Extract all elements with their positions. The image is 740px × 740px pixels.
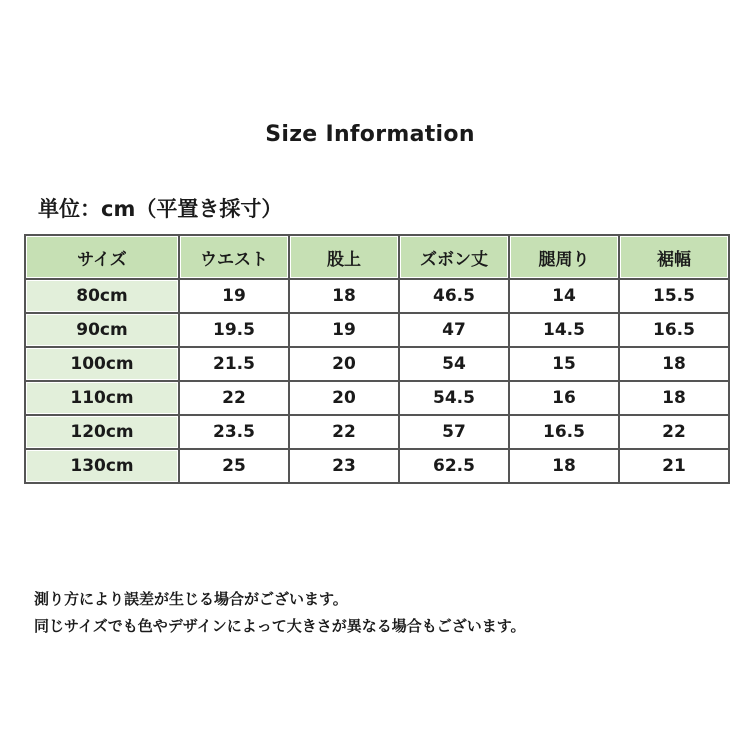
table-cell: 18 — [289, 279, 399, 313]
table-cell: 14 — [509, 279, 619, 313]
size-cell: 90cm — [25, 313, 179, 347]
column-header-size: サイズ — [25, 235, 179, 279]
table-row — [25, 347, 729, 381]
table-header-row — [25, 235, 729, 279]
table-row — [25, 313, 729, 347]
table-cell: 23.5 — [179, 415, 289, 449]
table-cell: 16 — [509, 381, 619, 415]
table-cell: 14.5 — [509, 313, 619, 347]
measurement-note: 測り方により誤差が生じる場合がございます。 — [34, 590, 348, 608]
table-cell: 22 — [289, 415, 399, 449]
size-variance-note: 同じサイズでも色やデザインによって大きさが異なる場合もございます。 — [34, 617, 526, 635]
table-cell: 16.5 — [509, 415, 619, 449]
size-cell: 120cm — [25, 415, 179, 449]
table-cell: 15 — [509, 347, 619, 381]
table-cell: 62.5 — [399, 449, 509, 483]
table-cell: 25 — [179, 449, 289, 483]
unit-label: 単位：cm（平置き採寸） — [38, 197, 283, 221]
table-cell: 18 — [619, 381, 729, 415]
page-title: Size Information — [265, 122, 475, 147]
table-cell: 47 — [399, 313, 509, 347]
table-row — [25, 279, 729, 313]
table-cell: 18 — [509, 449, 619, 483]
table-row — [25, 449, 729, 483]
table-cell: 22 — [179, 381, 289, 415]
table-row — [25, 415, 729, 449]
size-cell: 130cm — [25, 449, 179, 483]
table-cell: 54 — [399, 347, 509, 381]
table-cell: 20 — [289, 347, 399, 381]
column-header-length: ズボン丈 — [399, 235, 509, 279]
table-cell: 19 — [289, 313, 399, 347]
table-cell: 19 — [179, 279, 289, 313]
table-cell: 19.5 — [179, 313, 289, 347]
table-cell: 46.5 — [399, 279, 509, 313]
table-cell: 22 — [619, 415, 729, 449]
size-table — [24, 234, 730, 484]
column-header-thigh: 腿周り — [509, 235, 619, 279]
table-cell: 21 — [619, 449, 729, 483]
size-cell: 100cm — [25, 347, 179, 381]
column-header-hem: 裾幅 — [619, 235, 729, 279]
table-cell: 15.5 — [619, 279, 729, 313]
table-row — [25, 381, 729, 415]
table-cell: 21.5 — [179, 347, 289, 381]
table-cell: 20 — [289, 381, 399, 415]
table-cell: 23 — [289, 449, 399, 483]
table-cell: 16.5 — [619, 313, 729, 347]
table-cell: 57 — [399, 415, 509, 449]
table-cell: 54.5 — [399, 381, 509, 415]
table-cell: 18 — [619, 347, 729, 381]
column-header-rise: 股上 — [289, 235, 399, 279]
size-cell: 110cm — [25, 381, 179, 415]
size-cell: 80cm — [25, 279, 179, 313]
column-header-waist: ウエスト — [179, 235, 289, 279]
